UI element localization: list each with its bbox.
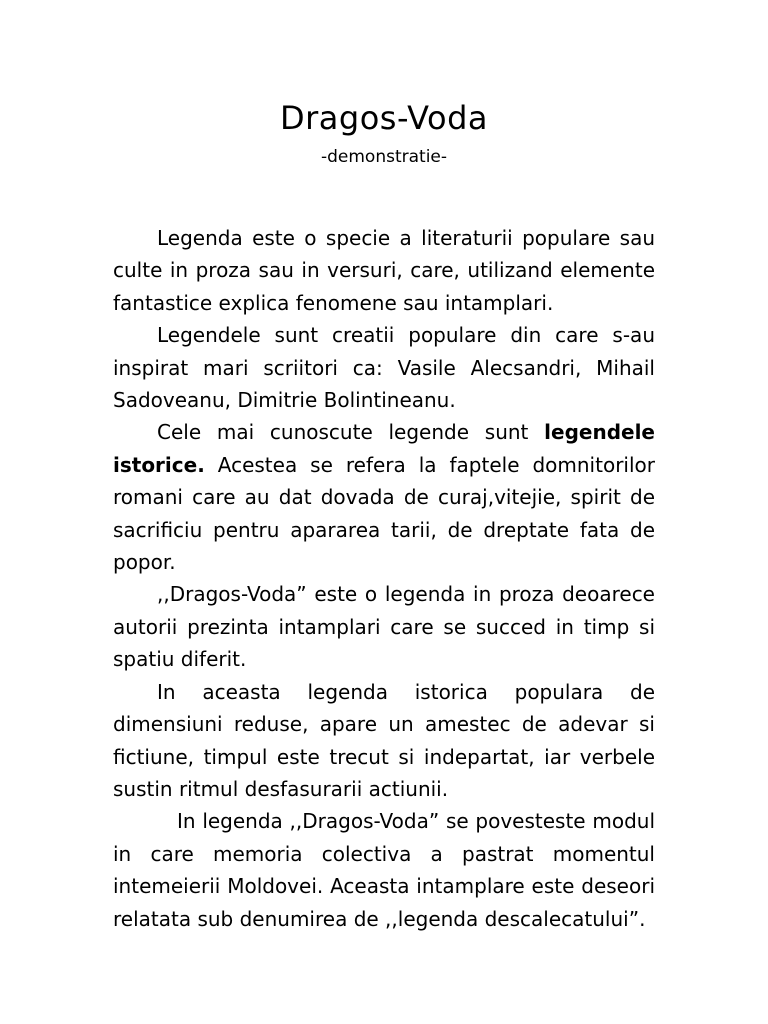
paragraph-writers: Legendele sunt creatii populare din care s-au inspirat mari scriitori ca: Vasile Alecsandri, Mihail Sadoveanu, Dimitrie Bolintineanu. xyxy=(113,323,655,413)
document-subtitle: -demonstratie- xyxy=(320,147,448,167)
paragraph-text-after-bold: Acestea se refera la faptele domnitorilor romani care au dat dovada de curaj,vitejie, spirit de sacrificiu pentru apararea tarii, de dreptate fata de popor. xyxy=(113,452,655,575)
paragraph-truth-fiction: In aceasta legenda istorica populara de dimensiuni reduse, apare un amestec de adevar si fictiune, timpul este trecut si indepartat, iar verbele sustin ritmul desfasurarii actiunii. xyxy=(113,679,655,801)
paragraph-definition: Legenda este o specie a literaturii populare sau culte in proza sau in versuri, care, utilizand elemente fantastice explica fenomene sau intamplari. xyxy=(113,226,655,315)
document-body xyxy=(113,222,655,935)
document-title: Dragos-Voda xyxy=(279,99,489,137)
bold-phrase: legendele istorice. xyxy=(113,420,655,477)
paragraph-text-before-bold: Cele mai cunoscute legende sunt xyxy=(157,420,545,445)
paragraph-historical-legends xyxy=(113,416,655,578)
paragraph-founding-of-moldova: In legenda ,,Dragos-Voda” se povesteste modul in care memoria colectiva a pastrat momentul intemeierii Moldovei. Aceasta intamplare este deseori relatata sub denumirea de ,,legenda descalecatului”. xyxy=(113,809,655,931)
paragraph-prose-legend: ,,Dragos-Voda” este o legenda in proza deoarece autorii prezinta intamplari care se succed in timp si spatiu diferit. xyxy=(113,582,655,672)
